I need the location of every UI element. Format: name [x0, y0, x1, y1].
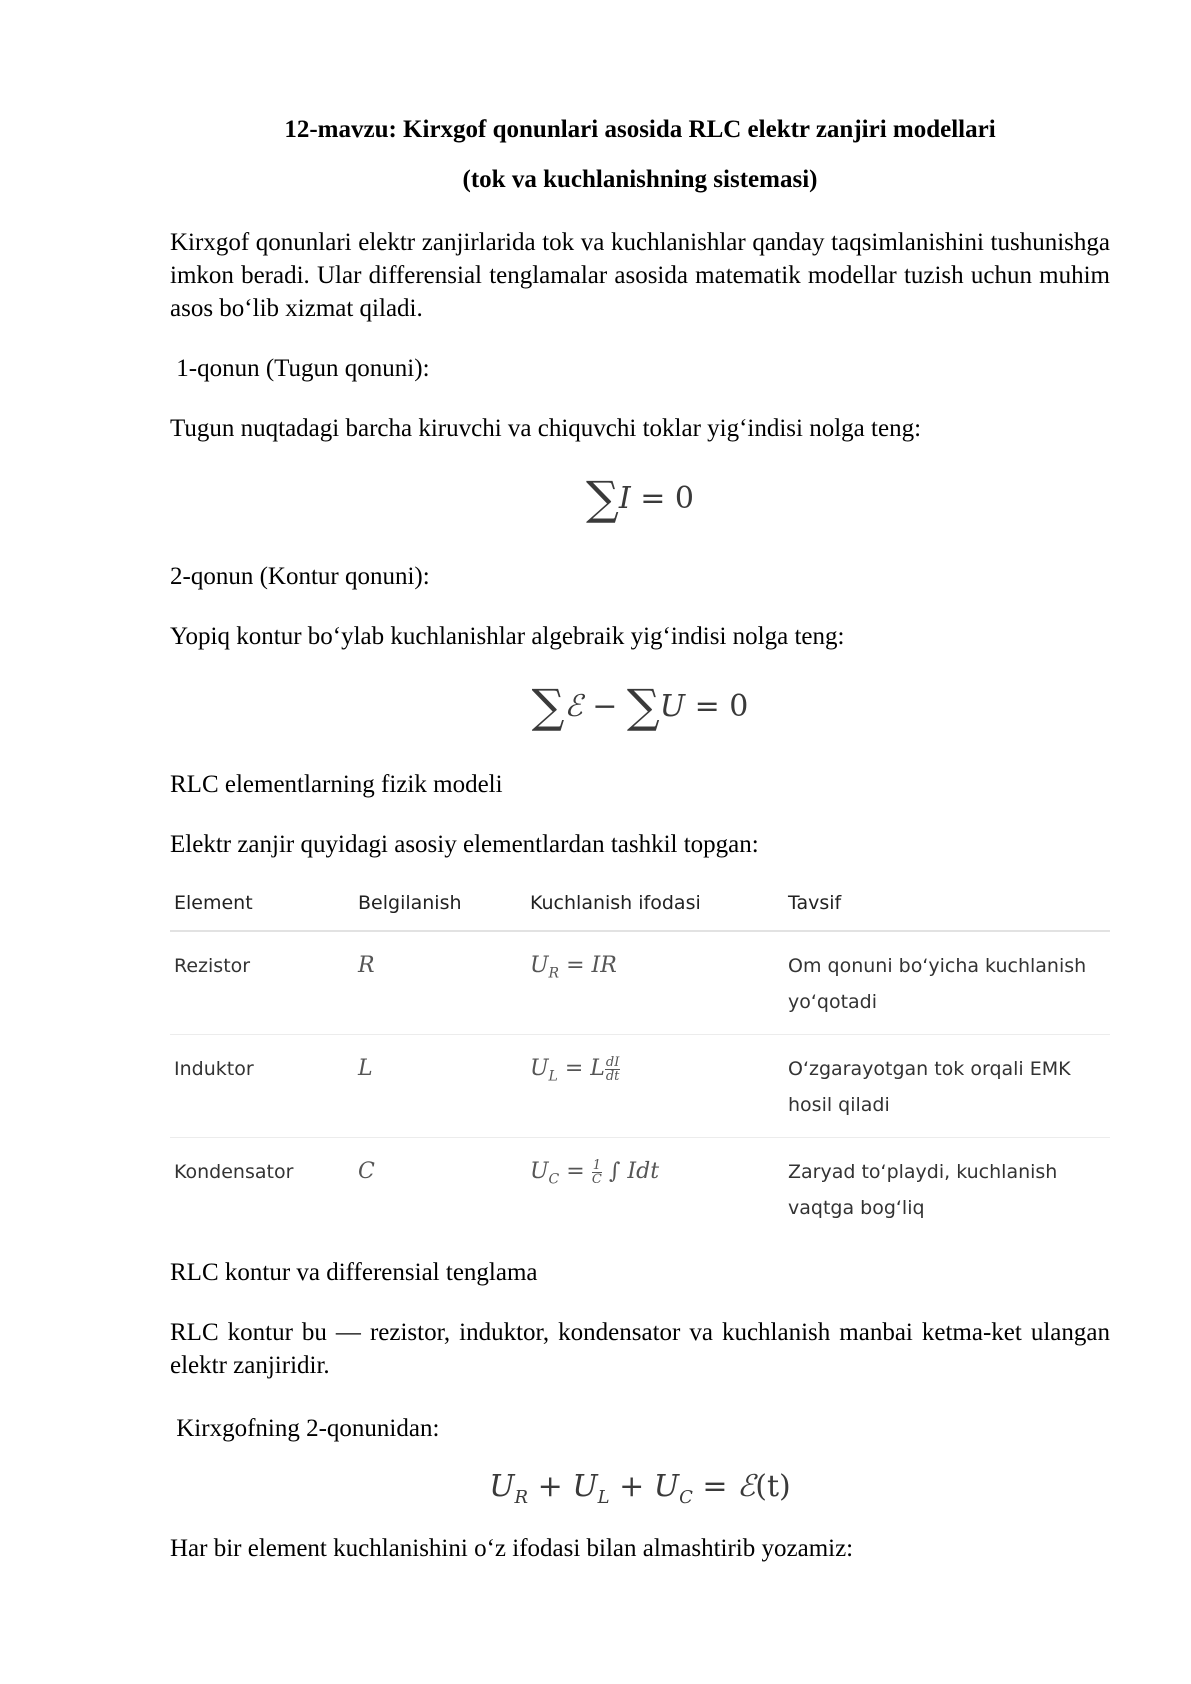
- table-header: [170, 884, 1110, 932]
- header-description: Tavsif: [788, 892, 842, 914]
- current-symbol: I: [618, 481, 631, 516]
- element-name: Kondensator: [174, 1161, 294, 1183]
- voltage-expression: $U_R$ = IR: [530, 953, 617, 982]
- table-row: [170, 1035, 1110, 1138]
- table-row: [170, 932, 1110, 1035]
- kvl-formula: $U_R + U_L + U_C$ = ℰ(t): [489, 1469, 791, 1508]
- sum-symbol: ∑: [626, 679, 660, 733]
- rlc-contour-text: RLC kontur bu — rezistor, induktor, kondensator va kuchlanish manbai ketma-ket ulangan elektr zanjiridir.: [170, 1319, 1110, 1379]
- element-description: O‘zgarayotgan tok orqali EMK hosil qiladi: [788, 1058, 1071, 1116]
- header-voltage-expression: Kuchlanish ifodasi: [530, 892, 701, 914]
- law2-text: Yopiq kontur bo‘ylab kuchlanishlar algebraik yig‘indisi nolga teng:: [170, 623, 845, 650]
- title-line-1: 12-mavzu: Kirxgof qonunlari asosida RLC elektr zanjiri modellari: [284, 116, 996, 143]
- header-symbol: Belgilanish: [358, 892, 462, 914]
- fraction: $\frac{dI}{dt}$: [605, 1054, 620, 1084]
- equals-zero: = 0: [630, 481, 694, 516]
- minus-sign: −: [582, 689, 627, 724]
- element-symbol: L: [358, 1056, 373, 1081]
- rlc-model-text: Elektr zanjir quyidagi asosiy elementlardan tashkil topgan:: [170, 831, 759, 858]
- law2-heading: 2-qonun (Kontur qonuni):: [170, 563, 430, 590]
- table-row: [170, 1138, 1110, 1240]
- rlc-model-heading: RLC elementlarning fizik modeli: [170, 771, 503, 798]
- title-line-2: (tok va kuchlanishning sistemasi): [462, 166, 818, 193]
- element-name: Induktor: [174, 1058, 254, 1080]
- sum-symbol: ∑: [531, 679, 565, 733]
- law1-formula: [0, 471, 1191, 525]
- fraction: $\frac{1}{C}$: [591, 1157, 602, 1187]
- law2-formula: [0, 679, 1191, 733]
- voltage-symbol: U: [659, 689, 686, 724]
- equals-zero: = 0: [685, 689, 749, 724]
- law2-reference: Kirxgofning 2-qonunidan:: [170, 1415, 440, 1442]
- header-element: Element: [174, 892, 253, 914]
- element-name: Rezistor: [174, 955, 251, 977]
- voltage-expression: $U_C$ = $\frac{1}{C}$ ∫ Idt: [530, 1157, 660, 1188]
- element-symbol: R: [358, 953, 375, 978]
- element-description: Om qonuni bo‘yicha kuchlanish yo‘qotadi: [788, 955, 1087, 1013]
- law1-heading: 1-qonun (Tugun qonuni):: [170, 355, 430, 382]
- element-description: Zaryad to‘playdi, kuchlanish vaqtga bog‘liq: [788, 1161, 1058, 1219]
- voltage-expression: $U_L = L$ $\frac{dI}{dt}$: [530, 1054, 620, 1085]
- elements-table: [170, 884, 1110, 1240]
- rlc-contour-heading: RLC kontur va differensial tenglama: [170, 1259, 538, 1286]
- emf-symbol: ℰ: [564, 689, 583, 724]
- sum-symbol: ∑: [586, 471, 619, 525]
- intro-paragraph: Kirxgof qonunlari elektr zanjirlarida tok va kuchlanishlar qanday taqsimlanishini tushunishga imkon beradi. Ular differensial tenglamalar asosida matematik modellar tuzish uchun muhim asos bo‘lib xizmat qiladi.: [170, 229, 1110, 322]
- law1-text: Tugun nuqtadagi barcha kiruvchi va chiquvchi toklar yig‘indisi nolga teng:: [170, 415, 922, 442]
- element-symbol: C: [358, 1159, 375, 1184]
- closing-text: Har bir element kuchlanishini o‘z ifodasi bilan almashtirib yozamiz:: [170, 1535, 854, 1562]
